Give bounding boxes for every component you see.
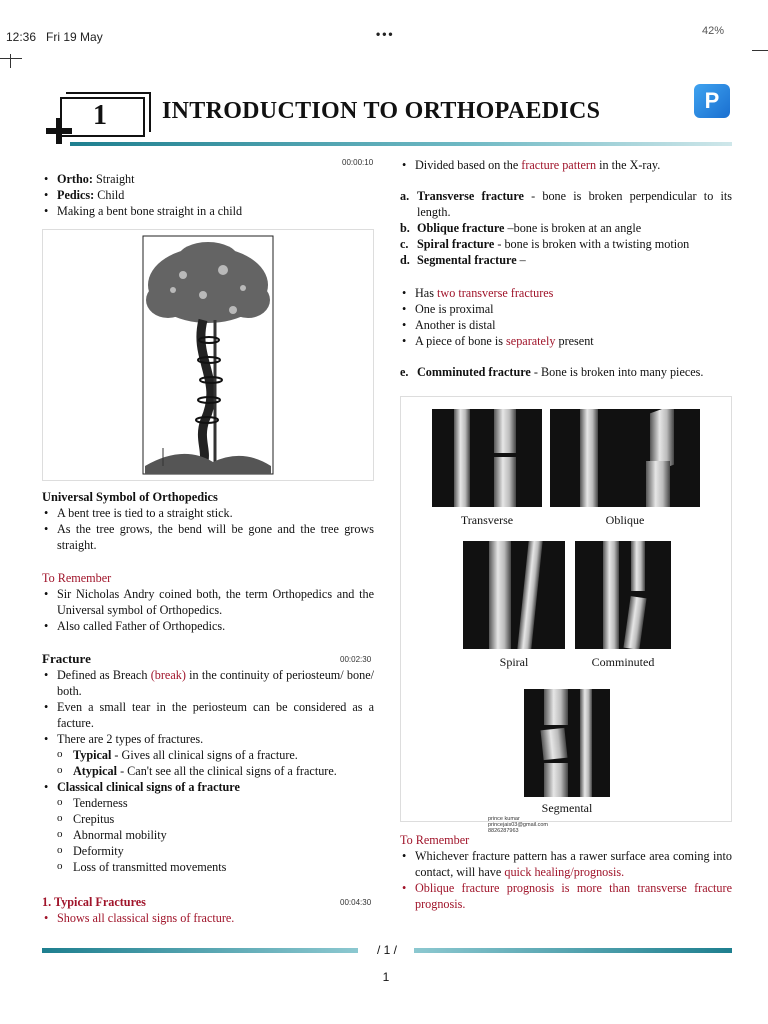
comminuted-item bbox=[400, 364, 732, 380]
page-number: 1 bbox=[382, 970, 390, 984]
list-item: • One is proximal bbox=[400, 301, 732, 317]
sub-item: o Abnormal mobility bbox=[57, 827, 374, 843]
list-item: • Divided based on the fracture pattern in the X-ray. bbox=[400, 157, 732, 173]
caption-spiral: Spiral bbox=[499, 655, 529, 669]
medical-cross-icon bbox=[46, 118, 72, 144]
list-item: • Sir Nicholas Andry coined both, the term Orthopedics and the Universal symbol of Orthopedics. bbox=[42, 586, 374, 618]
remember-heading: To Remember bbox=[42, 571, 112, 585]
list-item: • Ortho: Straight bbox=[42, 171, 374, 187]
list-item: a. Transverse fracture - bone is broken perpendicular to its length. bbox=[400, 189, 733, 219]
list-item: • Pedics: Child bbox=[42, 187, 374, 203]
list-item: • Whichever fracture pattern has a rawer surface area coming into contact, will have quick healing/prognosis. bbox=[400, 848, 732, 880]
list-item: • Also called Father of Orthopedics. bbox=[42, 618, 374, 634]
caption-oblique: Oblique bbox=[605, 513, 645, 527]
sub-item: o Typical - Gives all clinical signs of a fracture. bbox=[57, 747, 374, 763]
multitask-dots[interactable]: ••• bbox=[376, 27, 395, 41]
footer-page-label: / 1 / bbox=[376, 943, 397, 957]
crop-mark-right bbox=[752, 50, 768, 51]
fracture-types-list bbox=[400, 188, 732, 268]
list-item: • Defined as Breach (break) in the continuity of periosteum/ bone/ both. bbox=[42, 667, 374, 699]
status-time: 12:36 Fri 19 May bbox=[6, 30, 103, 44]
symbol-section bbox=[42, 489, 374, 553]
watermark: prince kumar princejais03@gmail.com 8826287963 bbox=[488, 816, 548, 834]
footer-divider-right bbox=[414, 948, 732, 953]
sub-item: o Deformity bbox=[57, 843, 374, 859]
sub-item: o Tenderness bbox=[57, 795, 374, 811]
list-item: • As the tree grows, the bend will be gone and the tree grows straight. bbox=[42, 521, 374, 553]
xray-segmental bbox=[524, 689, 610, 797]
app-logo-icon[interactable]: P bbox=[694, 84, 730, 118]
caption-transverse: Transverse bbox=[460, 513, 514, 527]
pattern-section bbox=[400, 157, 732, 173]
timestamp[interactable]: 00:02:30 bbox=[340, 655, 372, 664]
segmental-details bbox=[400, 285, 732, 349]
sub-item: o Atypical - Can't see all the clinical signs of a fracture. bbox=[57, 763, 374, 779]
list-item: c. Spiral fracture - bone is broken with a twisting motion bbox=[400, 237, 690, 251]
status-bar bbox=[0, 0, 768, 46]
chapter-title: INTRODUCTION TO ORTHOPAEDICS bbox=[162, 98, 601, 124]
list-item: b. Oblique fracture –bone is broken at an angle bbox=[400, 221, 642, 235]
list-item: • Even a small tear in the periosteum can be considered as a facture. bbox=[42, 699, 374, 731]
remember-heading: To Remember bbox=[400, 833, 470, 847]
xray-oblique bbox=[550, 409, 700, 507]
sub-item: o Crepitus bbox=[57, 811, 374, 827]
list-item: • Has two transverse fractures bbox=[400, 285, 732, 301]
remember-right-section bbox=[400, 832, 732, 912]
section-heading: 1. Typical Fractures bbox=[42, 895, 146, 909]
chapter-number: 1 bbox=[93, 100, 107, 131]
list-item: • Classical clinical signs of a fracture o Tenderness o Crepitus o Abnormal mobility o Deformity o Loss of transmitted movements bbox=[42, 779, 374, 875]
battery-indicator: 42% bbox=[702, 25, 725, 37]
intro-section bbox=[42, 171, 374, 219]
xray-comminuted bbox=[575, 541, 671, 649]
xray-figure bbox=[400, 396, 732, 822]
section-heading: Universal Symbol of Orthopedics bbox=[42, 490, 218, 504]
list-item: • There are 2 types of fractures. o Typical - Gives all clinical signs of a fracture. o Atypical - Can't see all the clinical signs of a fracture. bbox=[42, 731, 374, 779]
timestamp[interactable]: 00:00:10 bbox=[342, 158, 374, 167]
caption-segmental: Segmental bbox=[541, 801, 593, 815]
timestamp[interactable]: 00:04:30 bbox=[340, 898, 372, 907]
section-heading: Fracture bbox=[42, 651, 91, 666]
list-item: • Making a bent bone straight in a child bbox=[42, 203, 374, 219]
caption-comminuted: Comminuted bbox=[591, 655, 655, 669]
xray-spiral bbox=[463, 541, 565, 649]
list-item: • Oblique fracture prognosis is more than transverse fracture prognosis. bbox=[400, 880, 732, 912]
xray-transverse bbox=[432, 409, 542, 507]
crop-mark bbox=[0, 54, 22, 68]
list-item: d. Segmental fracture – bbox=[400, 253, 526, 267]
footer-divider-left bbox=[42, 948, 358, 953]
list-item: • Another is distal bbox=[400, 317, 732, 333]
list-item: • A bent tree is tied to a straight stick. bbox=[42, 505, 374, 521]
list-item: • A piece of bone is separately present bbox=[400, 333, 732, 349]
sub-item: o Loss of transmitted movements bbox=[57, 859, 374, 875]
tree-illustration bbox=[42, 229, 374, 481]
list-item: e. Comminuted fracture - Bone is broken into many pieces. bbox=[400, 365, 704, 379]
fracture-section bbox=[42, 651, 374, 875]
typical-fractures-section bbox=[42, 894, 342, 926]
remember-section bbox=[42, 570, 374, 634]
list-item: • Shows all classical signs of fracture. bbox=[42, 910, 342, 926]
title-divider bbox=[70, 142, 732, 146]
